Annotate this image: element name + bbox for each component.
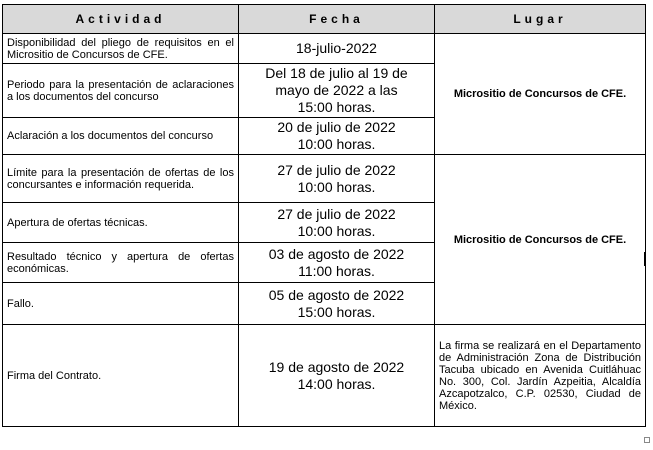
text-cursor-mark (644, 252, 645, 266)
header-fecha: Fecha (239, 5, 435, 34)
table-resize-handle[interactable] (644, 437, 650, 443)
fecha-cell (239, 34, 435, 64)
fecha-line: Del 18 de julio al 19 de (265, 65, 408, 81)
actividad-cell: Periodo para la presentación de aclaraciones a los documentos del concurso (3, 64, 239, 118)
fecha-line: 19 de agosto de 2022 (268, 358, 405, 375)
actividad-cell: Resultado técnico y apertura de ofertas económicas. (3, 243, 239, 283)
fecha-cell (239, 325, 435, 427)
actividad-cell: Firma del Contrato. (3, 325, 239, 427)
fecha-line: 10:00 horas. (297, 136, 376, 152)
schedule-table (2, 4, 646, 427)
lugar-firma-cell: La firma se realizará en el Departamento de Administración Zona de Distribución Tacuba ubicado en Avenida Cuitláhuac No. 300, Col. Jardín Azpeitia, Alcaldía Azcapotzalco, C.P. 02530, Ciudad de México. (435, 325, 646, 427)
lugar-cell: Micrositio de Concursos de CFE. (435, 155, 646, 325)
fecha-line: 27 de julio de 2022 (277, 205, 396, 222)
table-row (3, 34, 646, 64)
header-lugar: Lugar (435, 5, 646, 34)
fecha-line: 15:00 horas. (297, 99, 376, 115)
actividad-cell: Fallo. (3, 283, 239, 325)
fecha-cell (239, 283, 435, 325)
fecha-line: 10:00 horas. (297, 178, 376, 195)
fecha-cell (239, 243, 435, 283)
fecha-line: 10:00 horas. (297, 222, 376, 239)
fecha-line: 18-julio-2022 (296, 40, 377, 56)
actividad-cell: Aclaración a los documentos del concurso (3, 118, 239, 155)
header-row (3, 5, 646, 34)
fecha-cell (239, 118, 435, 155)
fecha-cell (239, 203, 435, 243)
table-row (3, 325, 646, 427)
fecha-line: 27 de julio de 2022 (277, 161, 396, 178)
table-row (3, 155, 646, 203)
header-actividad: Actividad (3, 5, 239, 34)
fecha-line: 15:00 horas. (297, 303, 376, 320)
fecha-line: 14:00 horas. (297, 375, 376, 392)
fecha-line: mayo de 2022 a las (275, 82, 398, 98)
fecha-line: 20 de julio de 2022 (277, 119, 396, 135)
actividad-cell: Apertura de ofertas técnicas. (3, 203, 239, 243)
fecha-line: 11:00 horas. (298, 262, 375, 279)
actividad-cell: Límite para la presentación de ofertas de los concursantes e información requerida. (3, 155, 239, 203)
actividad-cell: Disponibilidad del pliego de requisitos en el Micrositio de Concursos de CFE. (3, 34, 239, 64)
fecha-line: 05 de agosto de 2022 (268, 286, 405, 303)
lugar-cell: Micrositio de Concursos de CFE. (435, 34, 646, 155)
fecha-line: 03 de agosto de 2022 (268, 245, 405, 262)
fecha-cell (239, 155, 435, 203)
fecha-cell (239, 64, 435, 118)
